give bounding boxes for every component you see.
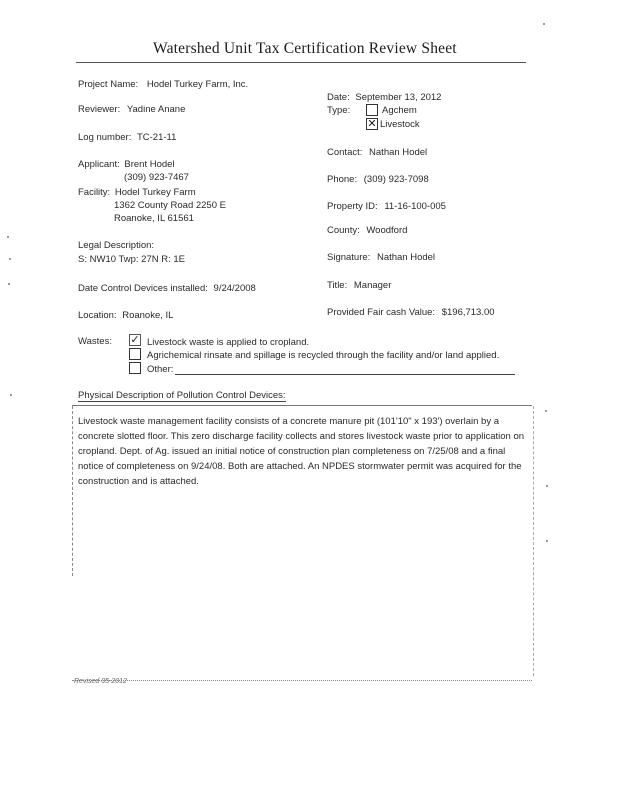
county-field <box>327 225 407 236</box>
county-label: County: <box>327 225 360 236</box>
title-field <box>327 280 391 291</box>
reviewer-label: Reviewer: <box>78 104 121 115</box>
type-livestock-label: Livestock <box>380 119 420 130</box>
waste-other-label: Other: <box>147 364 174 375</box>
title-field-label: Title: <box>327 280 348 291</box>
facility-name: Hodel Turkey Farm <box>114 187 196 198</box>
fair-cash-label: Provided Fair cash Value: <box>327 307 436 318</box>
applicant-phone: (309) 923-7467 <box>124 172 189 183</box>
log-number-label: Log number: <box>78 132 132 143</box>
type-agchem-label: Agchem <box>382 105 417 116</box>
scan-speck <box>545 410 547 412</box>
county-value: Woodford <box>366 225 408 236</box>
reviewer-field <box>78 104 185 115</box>
scan-speck <box>7 236 9 238</box>
description-box-bottom <box>72 680 532 681</box>
facility-field <box>78 187 196 198</box>
project-name-label: Project Name: <box>78 79 139 90</box>
scan-speck <box>546 485 548 487</box>
install-date-value: 9/24/2008 <box>213 283 256 294</box>
project-name-field <box>78 79 248 90</box>
description-box-left <box>72 406 73 576</box>
property-id-label: Property ID: <box>327 201 378 212</box>
date-field <box>327 92 441 103</box>
applicant-label: Applicant: <box>78 159 120 170</box>
legal-description-value: S: NW10 Twp: 27N R: 1E <box>78 254 186 265</box>
project-name-value: Hodel Turkey Farm, Inc. <box>146 79 249 90</box>
location-field <box>78 310 173 321</box>
waste-livestock-label: Livestock waste is applied to cropland. <box>147 337 310 348</box>
description-box-top <box>72 405 532 406</box>
property-id-field <box>327 201 446 212</box>
signature-label: Signature: <box>327 252 371 263</box>
waste-livestock-checkbox[interactable]: ✓ <box>130 334 140 346</box>
fair-cash-field <box>327 307 495 318</box>
location-value: Roanoke, IL <box>122 310 174 321</box>
install-date-field <box>78 283 256 294</box>
scan-speck <box>10 394 12 396</box>
property-id-value: 11-16-100-005 <box>384 201 446 212</box>
reviewer-value: Yadine Anane <box>126 104 186 115</box>
wastes-label: Wastes: <box>78 336 112 347</box>
signature-field <box>327 252 435 263</box>
waste-other-blank-line <box>175 374 515 375</box>
applicant-name: Brent Hodel <box>124 159 175 170</box>
scan-speck <box>9 258 11 260</box>
applicant-field <box>78 159 175 170</box>
physical-description-label: Physical Description of Pollution Control Devices: <box>78 390 286 401</box>
type-livestock-checkbox[interactable]: ✕ <box>367 118 377 130</box>
facility-address-line2: Roanoke, IL 61561 <box>114 213 194 224</box>
scan-speck <box>8 283 10 285</box>
contact-field <box>327 147 427 158</box>
date-label: Date: <box>327 92 350 103</box>
phone-field <box>327 174 429 185</box>
signature-value: Nathan Hodel <box>376 252 436 263</box>
physical-description-text: Livestock waste management facility consists of a concrete manure pit (101'10" x 193') overlain by a concrete slotted floor. This zero discharge facility collects and stores livestock waste prior to application on cropland. Dept. of Ag. issued an initial notice of construction plan completeness on 7/25/08 and a final notice of completeness on 9/24/08. Both are attached. An NPDES stormwater permit was acquired for the construction and is attached. <box>78 416 525 487</box>
contact-label: Contact: <box>327 147 363 158</box>
page-title: Watershed Unit Tax Certification Review Sheet <box>153 40 457 57</box>
facility-address-line1: 1362 County Road 2250 E <box>114 200 226 211</box>
log-number-field <box>78 132 176 143</box>
waste-agrichemical-checkbox[interactable] <box>129 348 141 360</box>
scan-speck <box>543 23 545 25</box>
fair-cash-value: $196,713.00 <box>441 307 495 318</box>
type-label: Type: <box>327 105 351 116</box>
title-field-value: Manager <box>353 280 392 291</box>
log-number-value: TC-21-11 <box>136 132 177 143</box>
footer-note: Revised 05-2012 <box>74 678 127 685</box>
type-agchem-checkbox[interactable] <box>366 104 378 116</box>
description-box-right <box>533 406 534 676</box>
date-value: September 13, 2012 <box>355 92 442 103</box>
install-date-label: Date Control Devices installed: <box>78 283 208 294</box>
contact-value: Nathan Hodel <box>369 147 428 158</box>
location-label: Location: <box>78 310 117 321</box>
scan-speck <box>546 540 548 542</box>
legal-description-label: Legal Description: <box>78 240 155 251</box>
phone-value: (309) 923-7098 <box>363 174 429 185</box>
title-underline <box>76 62 526 63</box>
phone-label: Phone: <box>327 174 358 185</box>
facility-label: Facility: <box>78 187 111 198</box>
waste-agrichemical-label: Agrichemical rinsate and spillage is recycled through the facility and/or land applied. <box>147 350 500 361</box>
waste-other-checkbox[interactable] <box>129 362 141 374</box>
